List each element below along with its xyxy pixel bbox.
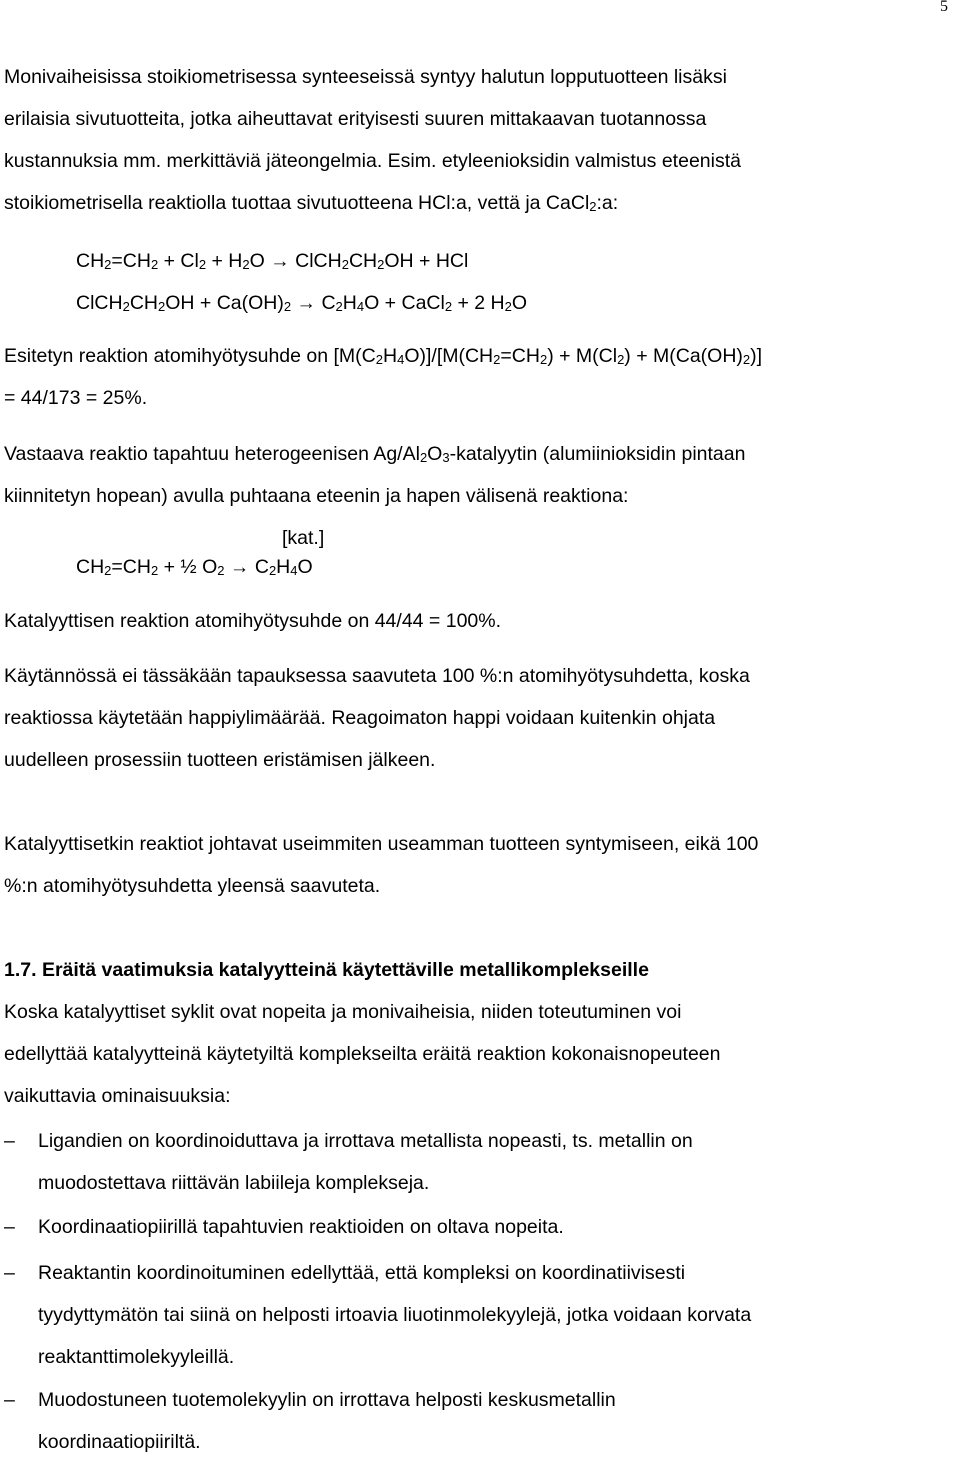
text-run: O → ClCH [249, 250, 342, 272]
subscript: 2 [104, 563, 112, 578]
text-run: O [511, 292, 528, 314]
subscript: 2 [122, 299, 130, 314]
text-run: + ½ O [158, 556, 218, 578]
paragraph-line: %:n atomihyötysuhdetta yleensä saavuteta. [4, 875, 381, 897]
text-run: → C [291, 292, 336, 314]
subscript: 2 [150, 257, 159, 272]
bullet-line: koordinaatiopiiriltä. [38, 1431, 201, 1453]
bullet-line: Reaktantin koordinoituminen edellyttää, että kompleksi on koordinatiivisesti [38, 1262, 686, 1284]
section-heading: 1.7. Eräitä vaatimuksia katalyytteinä käytettäville metallikomplekseille [4, 959, 649, 981]
subscript: 2 [742, 352, 751, 367]
text-run: H [383, 345, 398, 367]
text-run: CH [348, 250, 378, 272]
subscript: 2 [268, 563, 277, 578]
text-run: stoikiometrisella reaktiolla tuottaa sivutuotteena HCl:a, vettä ja CaCl [4, 192, 590, 214]
equation-1 [76, 252, 468, 272]
bullet-line: Koordinaatiopiirillä tapahtuvien reaktioiden on oltava nopeita. [38, 1216, 564, 1238]
text-run: Vastaava reaktio tapahtuu heterogeenisen Ag/Al [4, 443, 420, 465]
bullet-line: muodostettava riittävän labiileja komplekseja. [38, 1172, 430, 1194]
text-run: ClCH [76, 292, 123, 314]
text-run: )] [750, 345, 763, 367]
equation-3 [76, 558, 313, 578]
bullet-marker: – [4, 1262, 15, 1284]
paragraph-line: Katalyyttisen reaktion atomihyötysuhde on 44/44 = 100%. [4, 610, 502, 632]
subscript: 2 [283, 299, 292, 314]
text-run: + 2 H [452, 292, 505, 314]
text-run: → C [224, 556, 269, 578]
text-run: O)]/[M(CH [404, 345, 494, 367]
bullet-line: reaktanttimolekyyleillä. [38, 1346, 235, 1368]
subscript: 2 [377, 257, 385, 272]
text-run: O [427, 443, 443, 465]
text-run: OH + HCl [384, 250, 469, 272]
paragraph-line [4, 194, 618, 214]
bullet-marker: – [4, 1130, 15, 1152]
bullet-marker: – [4, 1216, 15, 1238]
equation-2 [76, 294, 527, 314]
subscript: 4 [290, 563, 298, 578]
paragraph-line: uudelleen prosessiin tuotteen eristämisen jälkeen. [4, 749, 436, 771]
text-run: H [276, 556, 291, 578]
text-run: ) + M(Cl [547, 345, 618, 367]
paragraph-line: edellyttää katalyytteinä käytetyiltä komplekseilta eräitä reaktion kokonaisnopeuteen [4, 1043, 721, 1065]
bullet-line: Ligandien on koordinoiduttava ja irrottava metallista nopeasti, ts. metallin on [38, 1130, 693, 1152]
subscript: 4 [356, 299, 365, 314]
text-run: CH [129, 292, 158, 314]
text-run: Esitetyn reaktion atomihyötysuhde on [M(C [4, 345, 376, 367]
text-run: =CH [111, 250, 151, 272]
subscript: 2 [444, 299, 453, 314]
paragraph-line: kiinnitetyn hopean) avulla puhtaana eteenin ja hapen välisenä reaktiona: [4, 485, 629, 507]
subscript: 2 [104, 257, 112, 272]
paragraph-line: reaktiossa käytetään happiylimäärää. Reagoimaton happi voidaan kuitenkin ohjata [4, 707, 716, 729]
text-run: =CH [111, 556, 151, 578]
text-run: CH [76, 556, 105, 578]
text-run: H [342, 292, 357, 314]
paragraph-line: kustannuksia mm. merkittäviä jäteongelmia. Esim. etyleenioksidin valmistus eteenistä [4, 150, 741, 172]
subscript: 2 [617, 352, 625, 367]
subscript: 2 [198, 257, 207, 272]
paragraph-line: erilaisia sivutuotteita, jotka aiheuttavat erityisesti suuren mittakaavan tuotannossa [4, 108, 707, 130]
subscript: 2 [375, 352, 383, 367]
text-run: -katalyytin (alumiinioksidin pintaan [449, 443, 746, 465]
bullet-line: Muodostuneen tuotemolekyylin on irrottava helposti keskusmetallin [38, 1389, 616, 1411]
text-run: ) + M(Ca(OH) [624, 345, 743, 367]
subscript: 2 [341, 257, 349, 272]
subscript: 2 [242, 257, 250, 272]
paragraph-line: vaikuttavia ominaisuuksia: [4, 1085, 231, 1107]
paragraph-line: Käytännössä ei tässäkään tapauksessa saavuteta 100 %:n atomihyötysuhdetta, koska [4, 665, 750, 687]
paragraph-line: Koska katalyyttiset syklit ovat nopeita ja monivaiheisia, niiden toteutuminen voi [4, 1001, 682, 1023]
text-run: CH [76, 250, 105, 272]
subscript: 2 [419, 450, 428, 465]
paragraph-line [4, 445, 745, 465]
subscript: 2 [335, 299, 343, 314]
subscript: 2 [217, 563, 225, 578]
subscript: 2 [158, 299, 166, 314]
paragraph-line: Katalyyttisetkin reaktiot johtavat useimmiten useamman tuotteen syntymiseen, eikä 100 [4, 833, 759, 855]
subscript: 2 [150, 563, 159, 578]
bullet-marker: – [4, 1389, 15, 1411]
text-run: + H [206, 250, 243, 272]
text-run: :a: [596, 192, 619, 214]
subscript: 2 [589, 199, 597, 214]
subscript: 4 [397, 352, 405, 367]
paragraph-line: Monivaiheisissa stoikiometrisessa synteeseissä syntyy halutun lopputuotteen lisäksi [4, 66, 727, 88]
subscript: 2 [493, 352, 501, 367]
subscript: 2 [504, 299, 512, 314]
paragraph-line: = 44/173 = 25%. [4, 387, 148, 409]
bullet-line: tyydyttymätön tai siinä on helposti irtoavia liuotinmolekyylejä, jotka voidaan korvata [38, 1304, 752, 1326]
text-run: + Cl [158, 250, 199, 272]
page-number: 5 [940, 0, 948, 15]
catalyst-label: [kat.] [282, 527, 325, 549]
text-run: O + CaCl [364, 292, 445, 314]
text-run: OH + Ca(OH) [165, 292, 284, 314]
text-run: O [297, 556, 313, 578]
subscript: 2 [539, 352, 548, 367]
paragraph-line [4, 347, 762, 367]
subscript: 3 [442, 450, 450, 465]
text-run: =CH [500, 345, 540, 367]
